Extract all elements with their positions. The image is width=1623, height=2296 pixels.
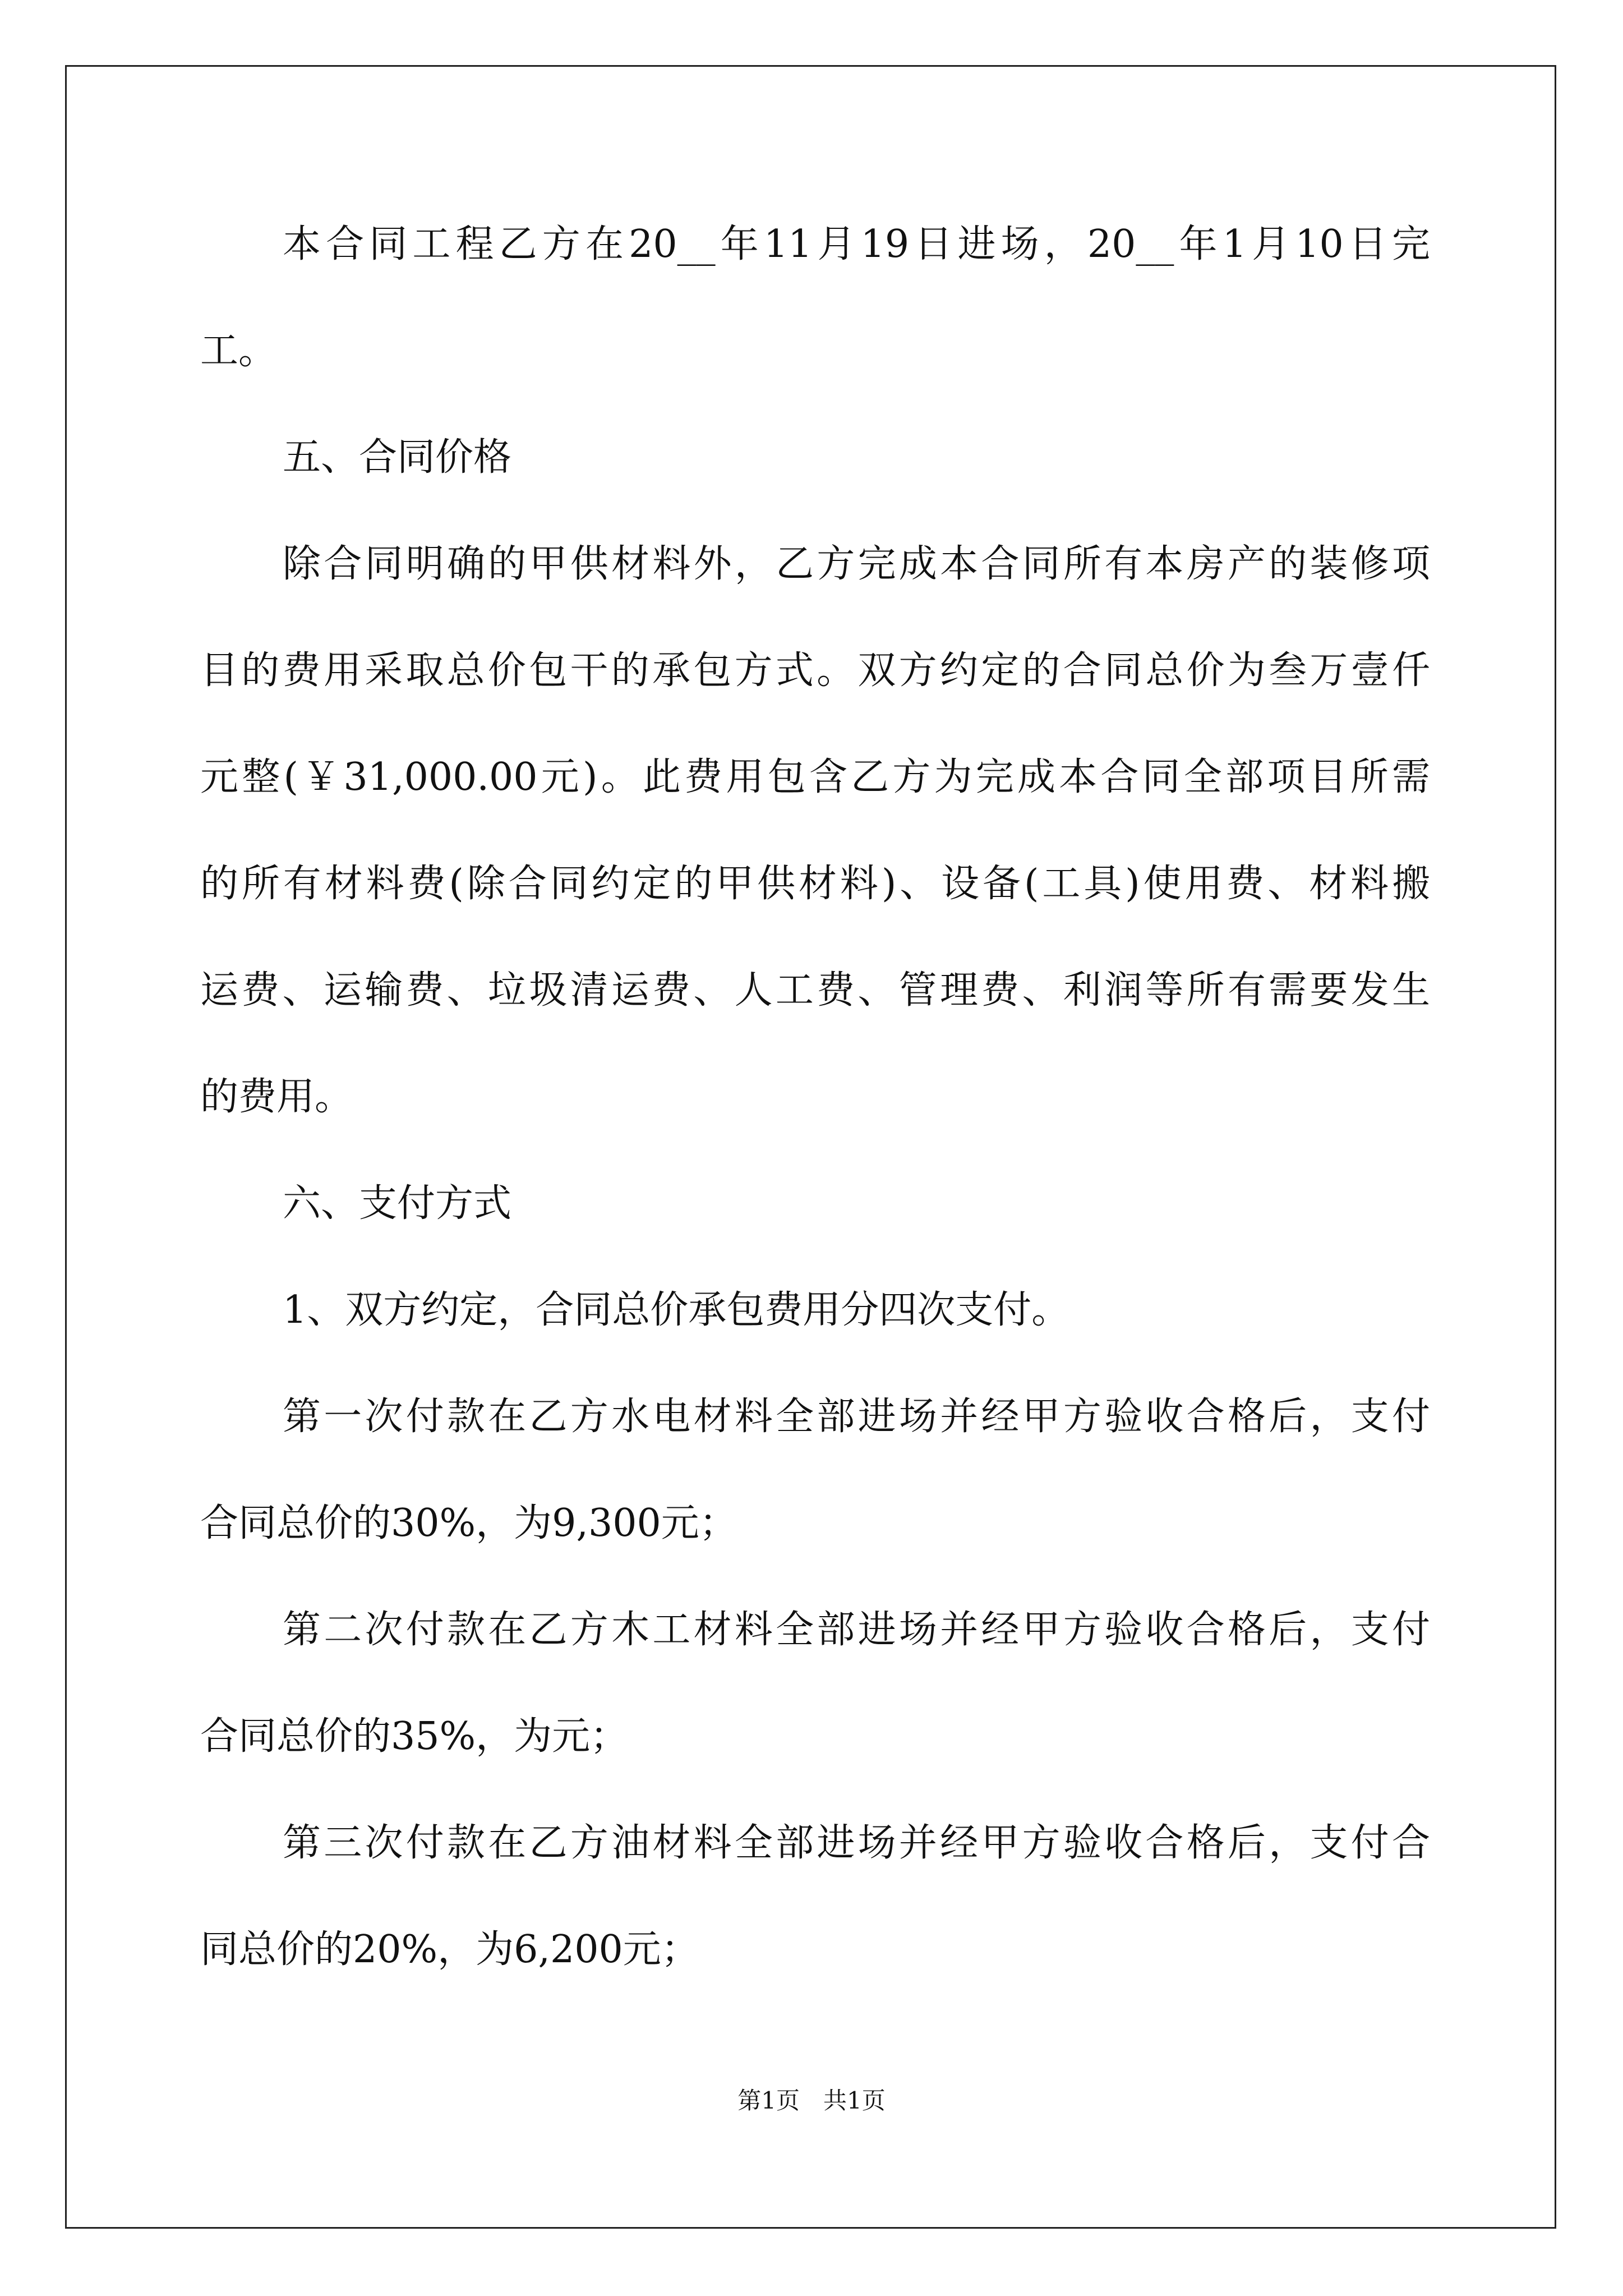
paragraph-line-11: 1、双方约定，合同总价承包费用分四次支付。 [283,1288,1070,1332]
section-heading-price: 五、合同价格 [283,435,512,480]
paragraph-line-15: 合同总价的35%，为元； [200,1714,629,1759]
paragraph-line-8: 运费、运输费、垃圾清运费、人工费、管理费、利润等所有需要发生 [200,968,1430,1013]
paragraph-line-17: 同总价的20%，为6,200元； [200,1927,699,1972]
paragraph-line-5: 目的费用采取总价包干的承包方式。双方约定的合同总价为叁万壹仟 [200,648,1430,693]
paragraph-line-9: 的费用。 [200,1075,353,1119]
paragraph-line-14: 第二次付款在乙方木工材料全部进场并经甲方验收合格后，支付 [283,1608,1430,1652]
paragraph-line-13: 合同总价的30%，为9,300元； [200,1501,737,1545]
paragraph-line-2: 工。 [200,329,277,373]
section-heading-payment: 六、支付方式 [283,1181,512,1226]
page-border [65,65,1556,2229]
paragraph-line-12: 第一次付款在乙方水电材料全部进场并经甲方验收合格后，支付 [283,1395,1430,1439]
paragraph-line-16: 第三次付款在乙方油材料全部进场并经甲方验收合格后，支付合 [283,1821,1430,1865]
paragraph-line-6: 元整(￥31,000.00元)。此费用包含乙方为完成本合同全部项目所需 [200,755,1430,799]
paragraph-line-1: 本合同工程乙方在20__年11月19日进场，20__年1月10日完 [283,222,1430,266]
paragraph-line-7: 的所有材料费(除合同约定的甲供材料)、设备(工具)使用费、材料搬 [200,862,1430,906]
paragraph-line-4: 除合同明确的甲供材料外，乙方完成本合同所有本房产的装修项 [283,542,1430,586]
page-number-footer: 第1页 共1页 [737,2087,886,2114]
